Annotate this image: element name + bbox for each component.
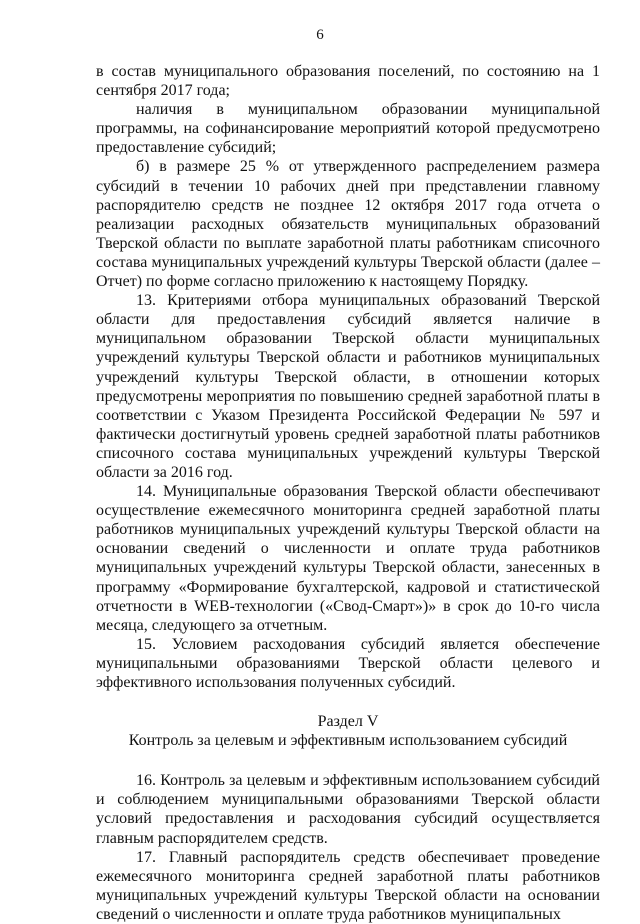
document-body <box>96 62 600 924</box>
paragraph-program-condition: наличия в муниципальном образовании муниципальной программы, на софинансирование мероприятий которой предусмотрено предоставление субсидий; <box>96 101 600 157</box>
paragraph-item-14: 14. Муниципальные образования Тверской области обеспечивают осуществление ежемесячного мониторинга средней заработной платы работников муниципальных учреждений культуры Тверской области на основании сведений о численности и оплате труда работников муниципальных учреждений культуры Тверской области, занесенных в программу «Формирование бухгалтерской, кадровой и статистической отчетности в WEB-технологии («Свод-Смарт»)» в срок до 10-го числа месяца, следующего за отчетным. <box>96 483 600 634</box>
spacer <box>96 692 600 712</box>
section-label: Раздел V <box>317 713 379 731</box>
paragraph-continuation: в состав муниципального образования поселений, по состоянию на 1 сентября 2017 года; <box>96 63 600 100</box>
paragraph-item-16: 16. Контроль за целевым и эффективным использованием субсидий и соблюдением муниципальными образованиями Тверской области условий предоставления и расходования субсидий осуществляется главным распорядителем средств. <box>96 772 600 847</box>
spacer <box>96 750 600 771</box>
paragraph-item-15: 15. Условием расходования субсидий является обеспечение муниципальными образованиями Тверской области целевого и эффективного использования полученных субсидий. <box>96 635 600 691</box>
paragraph-subsidy-25-percent: б) в размере 25 % от утвержденного распределением размера субсидий в течении 10 рабочих дней при представлении главному распорядителю средств не позднее 12 октября 2017 года отчета о реализации расходных обязательств муниципальных образований Тверской области по выплате заработной платы работникам списочного состава муниципальных учреждений культуры Тверской области (далее – Отчет) по форме согласно приложению к настоящему Порядку. <box>96 158 600 291</box>
paragraph-item-17: 17. Главный распорядитель средств обеспечивает проведение ежемесячного мониторинга средней заработной платы работников муниципальных учреждений культуры Тверской области на основании сведений о численности и оплате труда работников муниципальных <box>96 848 600 923</box>
paragraph-item-13: 13. Критериями отбора муниципальных образований Тверской области для предоставления субсидий является наличие в муниципальном образовании Тверской области муниципальных учреждений культуры Тверской области и работников муниципальных учреждений культуры Тверской области, в отношении которых предусмотрены мероприятия по повышению средней заработной платы в соответствии с Указом Президента Российской Федерации № 597 и фактически достигнутый уровень средней заработной платы работников списочного состава муниципальных учреждений культуры Тверской области за 2016 год. <box>96 292 600 481</box>
page-number: 6 <box>316 27 324 43</box>
section-title: Контроль за целевым и эффективным использованием субсидий <box>128 732 568 750</box>
